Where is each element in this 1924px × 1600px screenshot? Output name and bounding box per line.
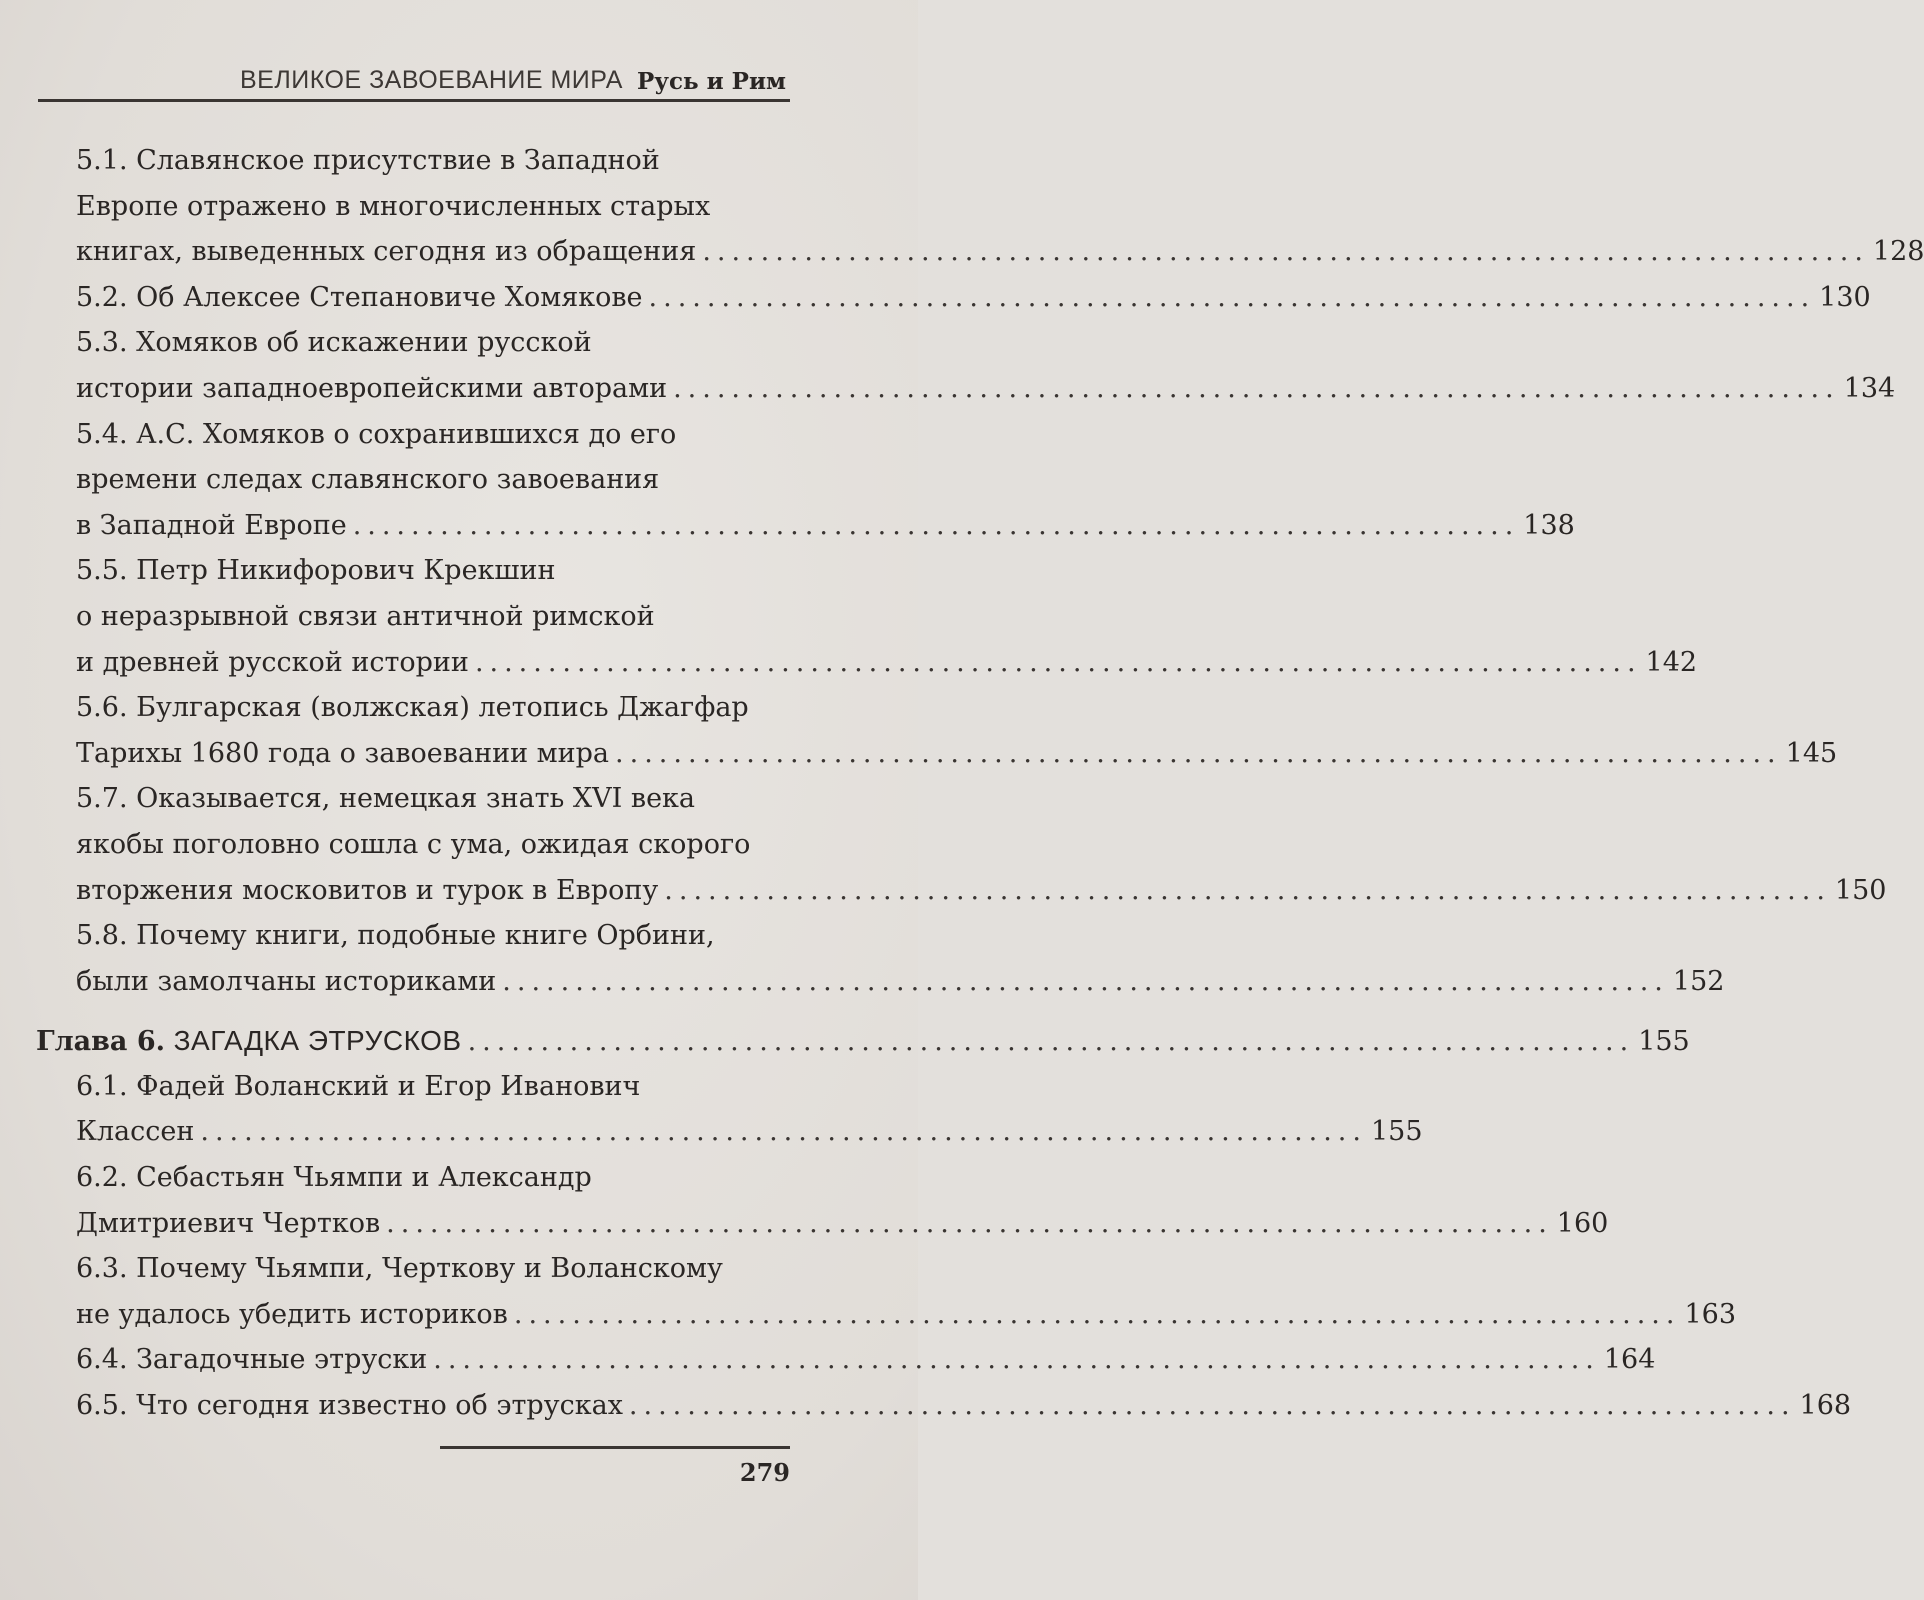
chapter-6-entry	[0, 1018, 1690, 1064]
leader-dots: ................................................................................	[200, 1116, 1367, 1148]
leader-dots: ................................................................................	[615, 737, 1782, 769]
leader-dots: ................................................................................	[702, 236, 1869, 268]
toc-entry-text: и древней русской истории	[76, 646, 469, 678]
toc-entry	[0, 1155, 1609, 1246]
page-ref: 145	[1785, 737, 1838, 769]
toc-entry-line: Европе отражено в многочисленных старых	[76, 190, 711, 222]
leader-dots: ................................................................................	[648, 281, 1816, 313]
toc-entry-last-line	[0, 366, 1896, 412]
toc-entry-line: 5.5. Петр Никифорович Крекшин	[76, 555, 556, 587]
running-title: ВЕЛИКОЕ ЗАВОЕВАНИЕ МИРА	[240, 66, 623, 94]
footer-rule	[440, 1446, 790, 1449]
toc-entry-last-line	[0, 1383, 1852, 1429]
toc-entry	[0, 275, 1871, 321]
page-ref: 163	[1684, 1298, 1737, 1330]
leader-dots: ................................................................................	[386, 1207, 1553, 1239]
toc-entry-text: в Западной Европе	[76, 509, 347, 541]
toc-entry-line: 5.8. Почему книги, подобные книге Орбини,	[76, 920, 715, 952]
page-ref: 138	[1523, 509, 1575, 541]
page-ref: 142	[1645, 646, 1698, 678]
toc-entry	[0, 138, 1924, 275]
page-ref: 155	[1370, 1116, 1423, 1148]
toc-entry	[0, 1383, 1852, 1429]
toc-entry-text: 6.5. Что сегодня известно об этрусках	[76, 1390, 623, 1422]
toc-entry-last-line	[0, 959, 1725, 1005]
toc-entry-line: 6.3. Почему Чьямпи, Черткову и Воланскому	[76, 1253, 723, 1285]
toc-entry-last-line	[0, 640, 1698, 686]
leader-dots: ................................................................................	[664, 874, 1831, 906]
toc-entry	[0, 320, 1896, 411]
page-ref: 164	[1603, 1344, 1656, 1376]
toc-entry	[0, 776, 1887, 913]
toc-entry-last-line	[0, 1109, 1423, 1155]
toc-entry-last-line	[0, 229, 1924, 275]
toc-entry-text: были замолчаны историками	[76, 965, 497, 997]
page-ref: 134	[1843, 372, 1896, 404]
page-ref: 130	[1819, 281, 1871, 313]
section-5-entries	[0, 138, 1924, 1004]
page-ref: 160	[1556, 1207, 1609, 1239]
toc-entry-line: о неразрывной связи античной римской	[76, 600, 655, 632]
toc-entry-text: 6.4. Загадочные этруски	[76, 1344, 428, 1376]
toc-entry	[0, 1246, 1737, 1337]
toc-entry	[0, 685, 1838, 776]
toc-entry-text: Классен	[76, 1116, 195, 1148]
toc-entry	[0, 1337, 1656, 1383]
toc-entry-line: 6.2. Себастьян Чьямпи и Александр	[76, 1162, 592, 1194]
leader-dots: ................................................................................	[673, 372, 1840, 404]
page-ref: 150	[1834, 874, 1887, 906]
leader-dots: ................................................................................	[352, 509, 1520, 541]
leader-dots: ................................................................................	[433, 1344, 1600, 1376]
table-of-contents	[0, 138, 1924, 1429]
toc-entry-text: истории западноевропейскими авторами	[76, 372, 668, 404]
toc-entry-last-line	[0, 503, 1575, 549]
toc-entry-text: книгах, выведенных сегодня из обращения	[76, 236, 697, 268]
toc-entry-line: 5.6. Булгарская (волжская) летопись Джагфар	[76, 692, 749, 724]
toc-entry-text: 5.2. Об Алексее Степановиче Хомякове	[76, 281, 643, 313]
leader-dots: ................................................................................	[628, 1390, 1796, 1422]
toc-entry-line: 6.1. Фадей Воланский и Егор Иванович	[76, 1070, 641, 1102]
toc-entry-last-line	[0, 1292, 1737, 1338]
leader-dots: ................................................................................	[502, 965, 1669, 997]
toc-entry	[0, 412, 1575, 549]
page-ref: 168	[1799, 1390, 1852, 1422]
toc-entry	[0, 1064, 1423, 1155]
leader-dots: ................................................................................	[474, 646, 1642, 678]
toc-entry-line: якобы поголовно сошла с ума, ожидая скорого	[76, 828, 751, 860]
toc-entry-line: 5.4. А.С. Хомяков о сохранившихся до его	[76, 418, 677, 450]
toc-entry-last-line	[0, 275, 1871, 321]
toc-entry-line: 5.7. Оказывается, немецкая знать XVI века	[76, 783, 696, 815]
page-ref: 155	[1638, 1026, 1690, 1058]
toc-entry-text: Тарихы 1680 года о завоевании мира	[76, 737, 610, 769]
toc-entry-text: Дмитриевич Чертков	[76, 1207, 381, 1239]
toc-entry-line: 5.1. Славянское присутствие в Западной	[76, 145, 660, 176]
leader-dots: ................................................................................	[467, 1026, 1635, 1058]
chapter-title: ЗАГАДКА ЭТРУСКОВ	[173, 1025, 462, 1057]
chapter-6-line	[0, 1018, 1690, 1064]
section-6-entries	[0, 1064, 1852, 1429]
toc-entry-last-line	[0, 1201, 1609, 1247]
toc-entry-last-line	[0, 868, 1887, 914]
toc-entry-line: 5.3. Хомяков об искажении русской	[76, 327, 592, 359]
toc-entry-last-line	[0, 731, 1838, 777]
chapter-label: Глава 6.	[36, 1026, 166, 1058]
running-header	[38, 62, 790, 102]
toc-entry	[0, 548, 1698, 685]
leader-dots: ................................................................................	[513, 1298, 1681, 1330]
page-ref: 128	[1872, 236, 1924, 268]
toc-entry-text: вторжения московитов и турок в Европу	[76, 874, 659, 906]
toc-entry	[0, 913, 1725, 1004]
running-subtitle: Русь и Рим	[636, 68, 786, 95]
toc-entry-last-line	[0, 1337, 1656, 1383]
toc-entry-line: времени следах славянского завоевания	[76, 464, 660, 496]
toc-entry-text: не удалось убедить историков	[76, 1298, 508, 1330]
page-number: 279	[739, 1458, 790, 1487]
page-ref: 152	[1672, 965, 1725, 997]
